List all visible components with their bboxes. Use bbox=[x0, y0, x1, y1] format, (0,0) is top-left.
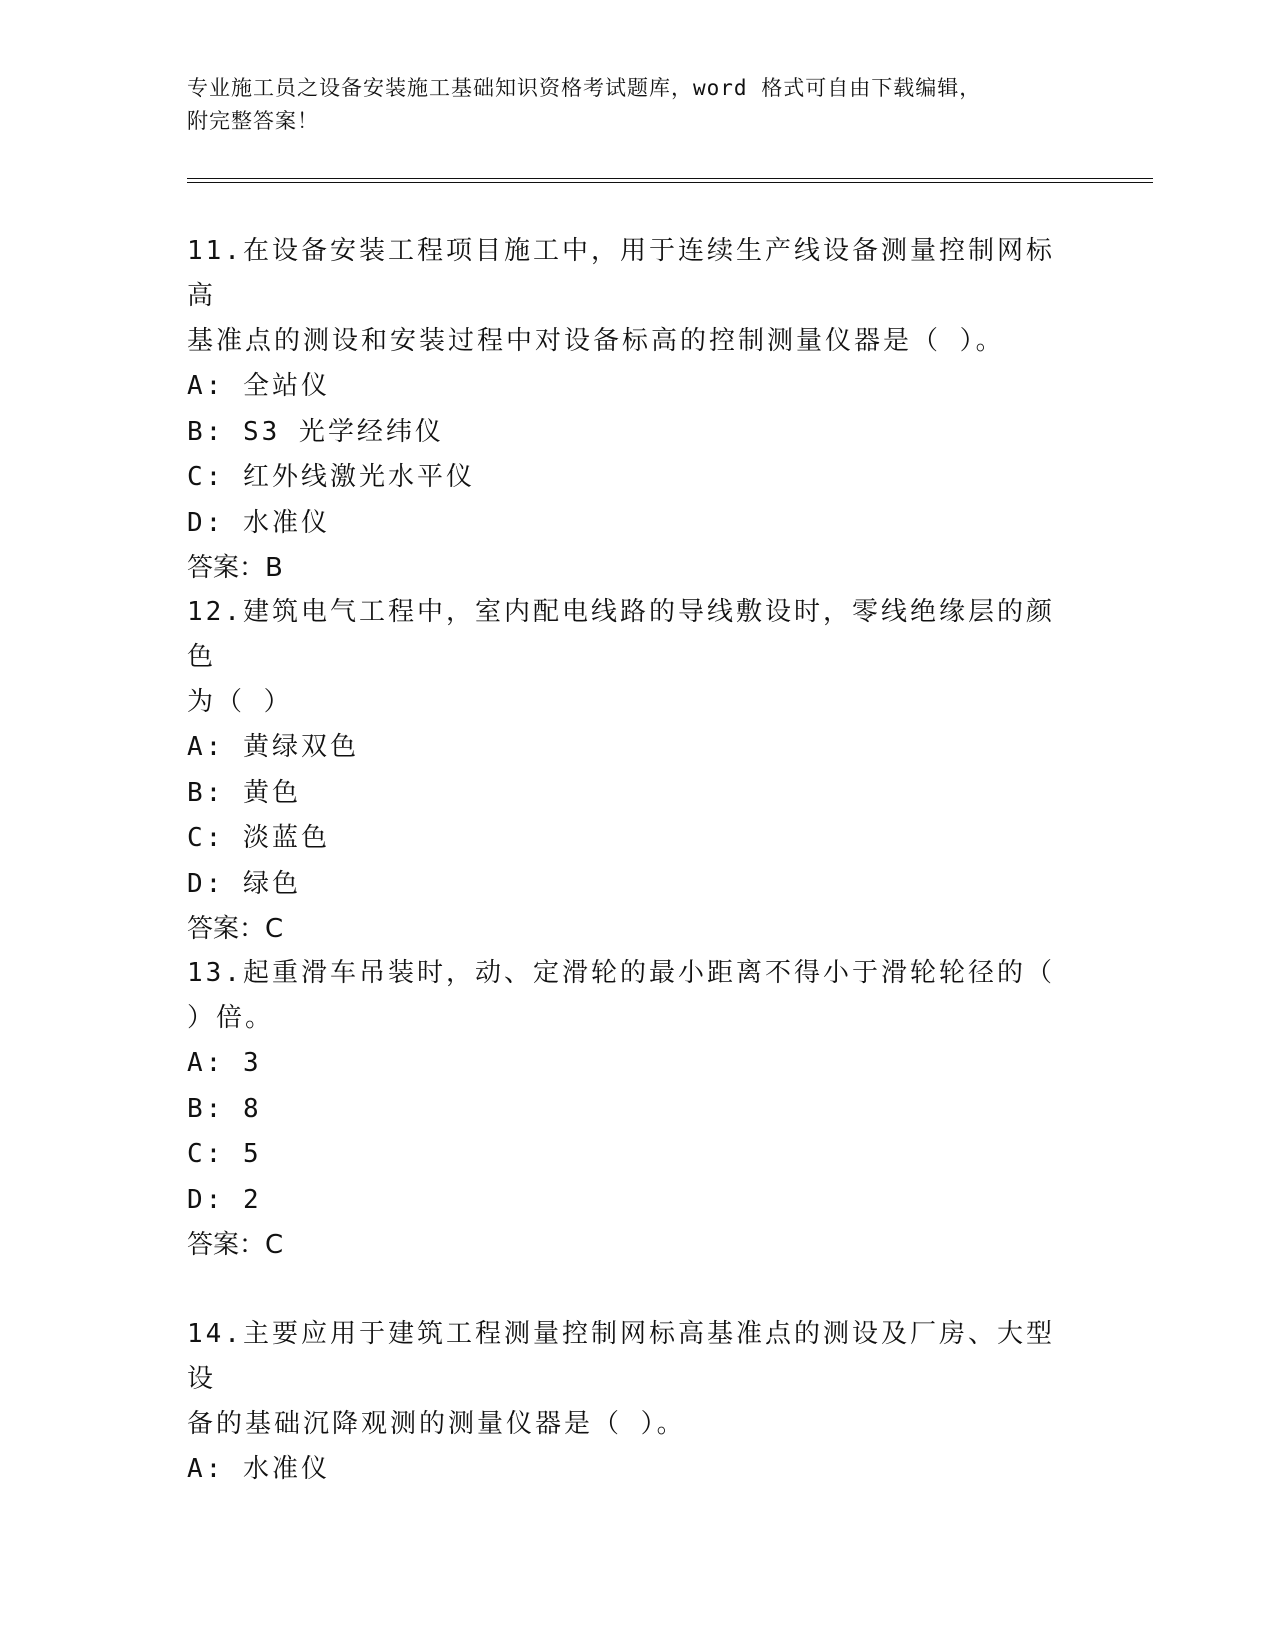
answer: 答案：C bbox=[187, 914, 284, 944]
question-stem-line: 基准点的测设和安装过程中对设备标高的控制测量仪器是（ ）。 bbox=[187, 326, 1005, 356]
question-12 bbox=[187, 590, 1067, 953]
answer: 答案：C bbox=[187, 1230, 284, 1260]
question-stem-line: 14.主要应用于建筑工程测量控制网标高基准点的测设及厂房、大型设 bbox=[187, 1319, 1055, 1394]
document-header bbox=[187, 72, 1067, 138]
option-b: B: 8 bbox=[187, 1093, 262, 1124]
option-a: A: 3 bbox=[187, 1048, 262, 1078]
answer: 答案：B bbox=[187, 553, 283, 583]
option-d: D: 2 bbox=[187, 1184, 262, 1215]
question-11 bbox=[187, 229, 1067, 592]
option-b: B: S3 光学经纬仪 bbox=[187, 416, 444, 447]
option-c: C: 5 bbox=[187, 1139, 262, 1169]
option-c: C: 红外线激光水平仪 bbox=[187, 462, 475, 492]
option-d: D: 绿色 bbox=[187, 868, 301, 899]
question-stem-line: ）倍。 bbox=[187, 1003, 275, 1033]
question-stem-line: 13.起重滑车吊装时，动、定滑轮的最小距离不得小于滑轮轮径的（ bbox=[187, 958, 1055, 988]
question-stem-line: 为（ ） bbox=[187, 687, 293, 717]
question-14 bbox=[187, 1312, 1067, 1493]
question-stem-line: 备的基础沉降观测的测量仪器是（ ）。 bbox=[187, 1409, 686, 1439]
header-divider bbox=[187, 178, 1153, 183]
question-13 bbox=[187, 951, 1067, 1269]
option-a: A: 水准仪 bbox=[187, 1454, 330, 1484]
option-c: C: 淡蓝色 bbox=[187, 823, 330, 853]
option-b: B: 黄色 bbox=[187, 777, 301, 808]
option-d: D: 水准仪 bbox=[187, 507, 330, 538]
option-a: A: 黄绿双色 bbox=[187, 732, 359, 762]
header-line-2: 附完整答案！ bbox=[187, 109, 319, 133]
header-line-1: 专业施工员之设备安装施工基础知识资格考试题库，word 格式可自由下载编辑， bbox=[187, 76, 982, 100]
question-stem-line: 12.建筑电气工程中，室内配电线路的导线敷设时，零线绝缘层的颜色 bbox=[187, 597, 1055, 672]
question-stem-line: 11.在设备安装工程项目施工中，用于连续生产线设备测量控制网标高 bbox=[187, 236, 1055, 311]
option-a: A: 全站仪 bbox=[187, 371, 330, 401]
